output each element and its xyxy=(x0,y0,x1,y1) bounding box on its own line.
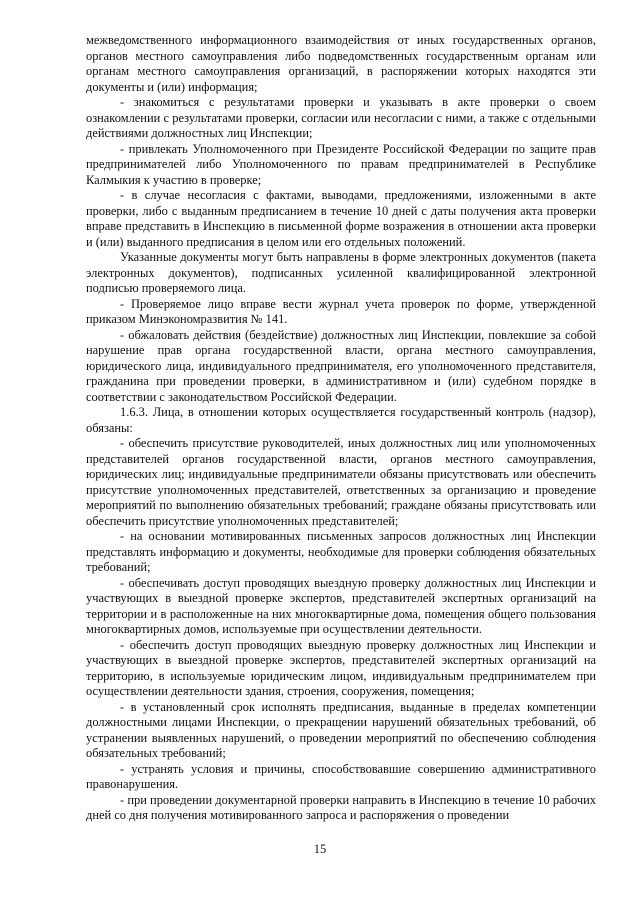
paragraph: - обжаловать действия (бездействие) должностных лиц Инспекции, повлекшие за собой нарушение прав органа государственной власти, органа местного самоуправления, юридического лица, индивидуального предпринимателя, его уполномоченного представителя, гражданина при проведении проверки, в административном и (или) судебном порядке в соответствии с законодательством Российской Федерации. xyxy=(86,327,596,404)
paragraph: - обеспечить доступ проводящих выездную проверку должностных лиц Инспекции и участвующих в выездной проверке экспертов, представителей экспертных организаций на территорию, в используемые юридическим лицом, индивидуальным предпринимателем при осуществлении деятельности здания, строения, сооружения, помещения; xyxy=(86,637,596,698)
paragraph: - на основании мотивированных письменных запросов должностных лиц Инспекции представлять информацию и документы, необходимые для проверки соблюдения обязательных требований; xyxy=(86,529,596,574)
paragraph-continuation: межведомственного информационного взаимодействия от иных государственных органов, органов местного самоуправления либо подведомственных государственным органам или органам местного самоуправления организаций, в распоряжении которых находятся эти документы и (или) информация; xyxy=(86,33,596,94)
document-page xyxy=(86,33,596,824)
paragraph: - привлекать Уполномоченного при Президенте Российской Федерации по защите прав предпринимателей либо Уполномоченного по правам предпринимателей в Республике Калмыкия к участию в проверке; xyxy=(86,141,596,187)
section-heading-1-6-3: 1.6.3. Лица, в отношении которых осуществляется государственный контроль (надзор), обязаны: xyxy=(86,405,596,435)
paragraph-continues: - при проведении документарной проверки направить в Инспекцию в течение 10 рабочих дней со дня получения мотивированного запроса и распоряжения о проведении xyxy=(86,792,596,822)
paragraph: - обеспечить присутствие руководителей, иных должностных лиц или уполномоченных представителей органов государственной власти, органов местного самоуправления, юридических лиц; индивидуальные предприниматели обязаны присутствовать или обеспечить присутствие уполномоченных представителей, ответственных за организацию и проведение мероприятий по выполнению обязательных требований; граждане обязаны присутствовать или обеспечить присутствие уполномоченных представителей; xyxy=(86,436,596,528)
paragraph: - устранять условия и причины, способствовавшие совершению административного правонарушения. xyxy=(86,761,596,791)
paragraph: - в установленный срок исполнять предписания, выданные в пределах компетенции должностными лицами Инспекции, о прекращении нарушений обязательных требований, об устранении выявленных нарушений, о проведении мероприятий по обеспечению соблюдения обязательных требований; xyxy=(86,699,596,760)
paragraph: - обеспечивать доступ проводящих выездную проверку должностных лиц Инспекции и участвующих в выездной проверке экспертов, представителей экспертных организаций на территории и в расположенные на них многоквартирные дома, помещения общего пользования многоквартирных домов, используемые при осуществлении деятельности. xyxy=(86,575,596,636)
paragraph: - знакомиться с результатами проверки и указывать в акте проверки о своем ознакомлении с результатами проверки, согласии или несогласии с ними, а также с отдельными действиями должностных лиц Инспекции; xyxy=(86,95,596,140)
paragraph: - Проверяемое лицо вправе вести журнал учета проверок по форме, утвержденной приказом Минэкономразвития № 141. xyxy=(86,296,596,326)
page-number: 15 xyxy=(313,842,327,856)
paragraph: - в случае несогласия с фактами, выводами, предложениями, изложенными в акте проверки, либо с выданным предписанием в течение 10 дней с даты получения акта проверки вправе представить в Инспекцию в письменной форме возражения в отношении акта проверки и (или) выданного предписания в целом или его отдельных положений. xyxy=(86,188,596,249)
paragraph: Указанные документы могут быть направлены в форме электронных документов (пакета электронных документов), подписанных усиленной квалифицированной электронной подписью проверяемого лица. xyxy=(86,250,596,295)
